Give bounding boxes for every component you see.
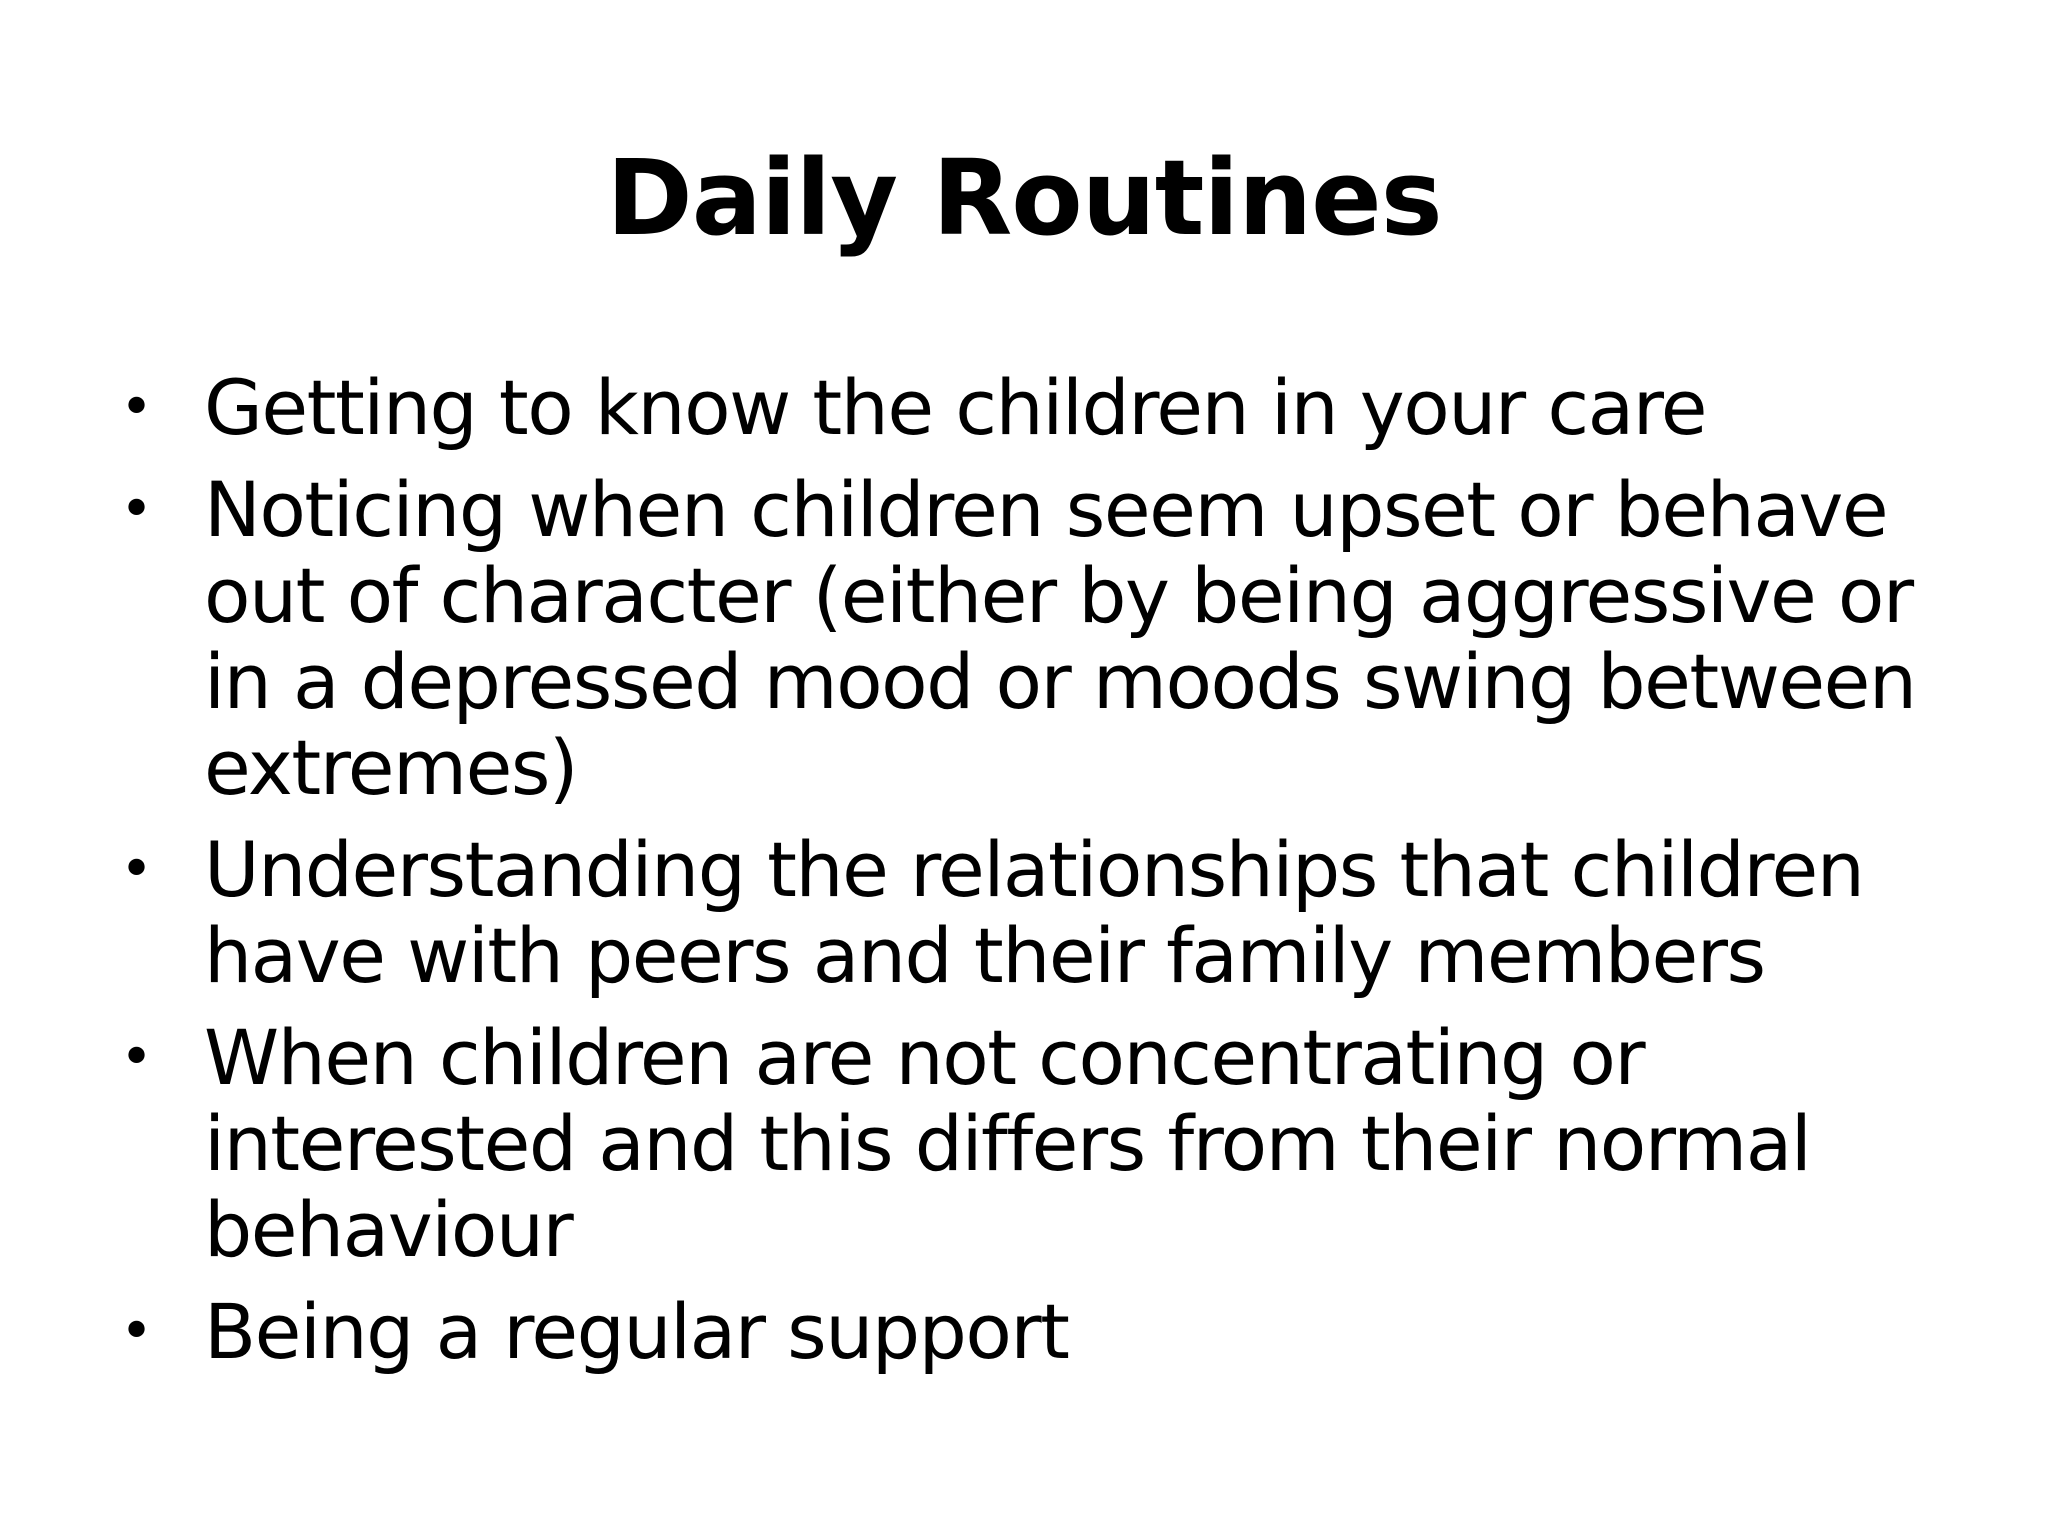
bullet-icon: • (120, 1299, 154, 1364)
list-item (120, 1015, 1950, 1273)
bullet-icon: • (120, 477, 154, 542)
bullet-icon: • (120, 837, 154, 902)
list-item (120, 1289, 1950, 1375)
bullet-text: Getting to know the children in your care (204, 363, 1707, 452)
bullet-icon: • (120, 375, 154, 440)
bullet-text: Understanding the relationships that children have with peers and their family members (204, 825, 1864, 1000)
bullet-icon: • (120, 1025, 154, 1090)
bullet-text: Being a regular support (204, 1287, 1069, 1376)
list-item (120, 827, 1950, 999)
bullet-text: When children are not concentrating or interested and this differs from their normal behaviour (204, 1013, 1811, 1274)
bullet-list (120, 365, 1950, 1391)
list-item (120, 467, 1950, 811)
slide-title: Daily Routines (606, 137, 1442, 259)
list-item (120, 365, 1950, 451)
bullet-text: Noticing when children seem upset or behave out of character (either by being aggressive or in a depressed mood or moods swing between extremes) (204, 465, 1916, 812)
